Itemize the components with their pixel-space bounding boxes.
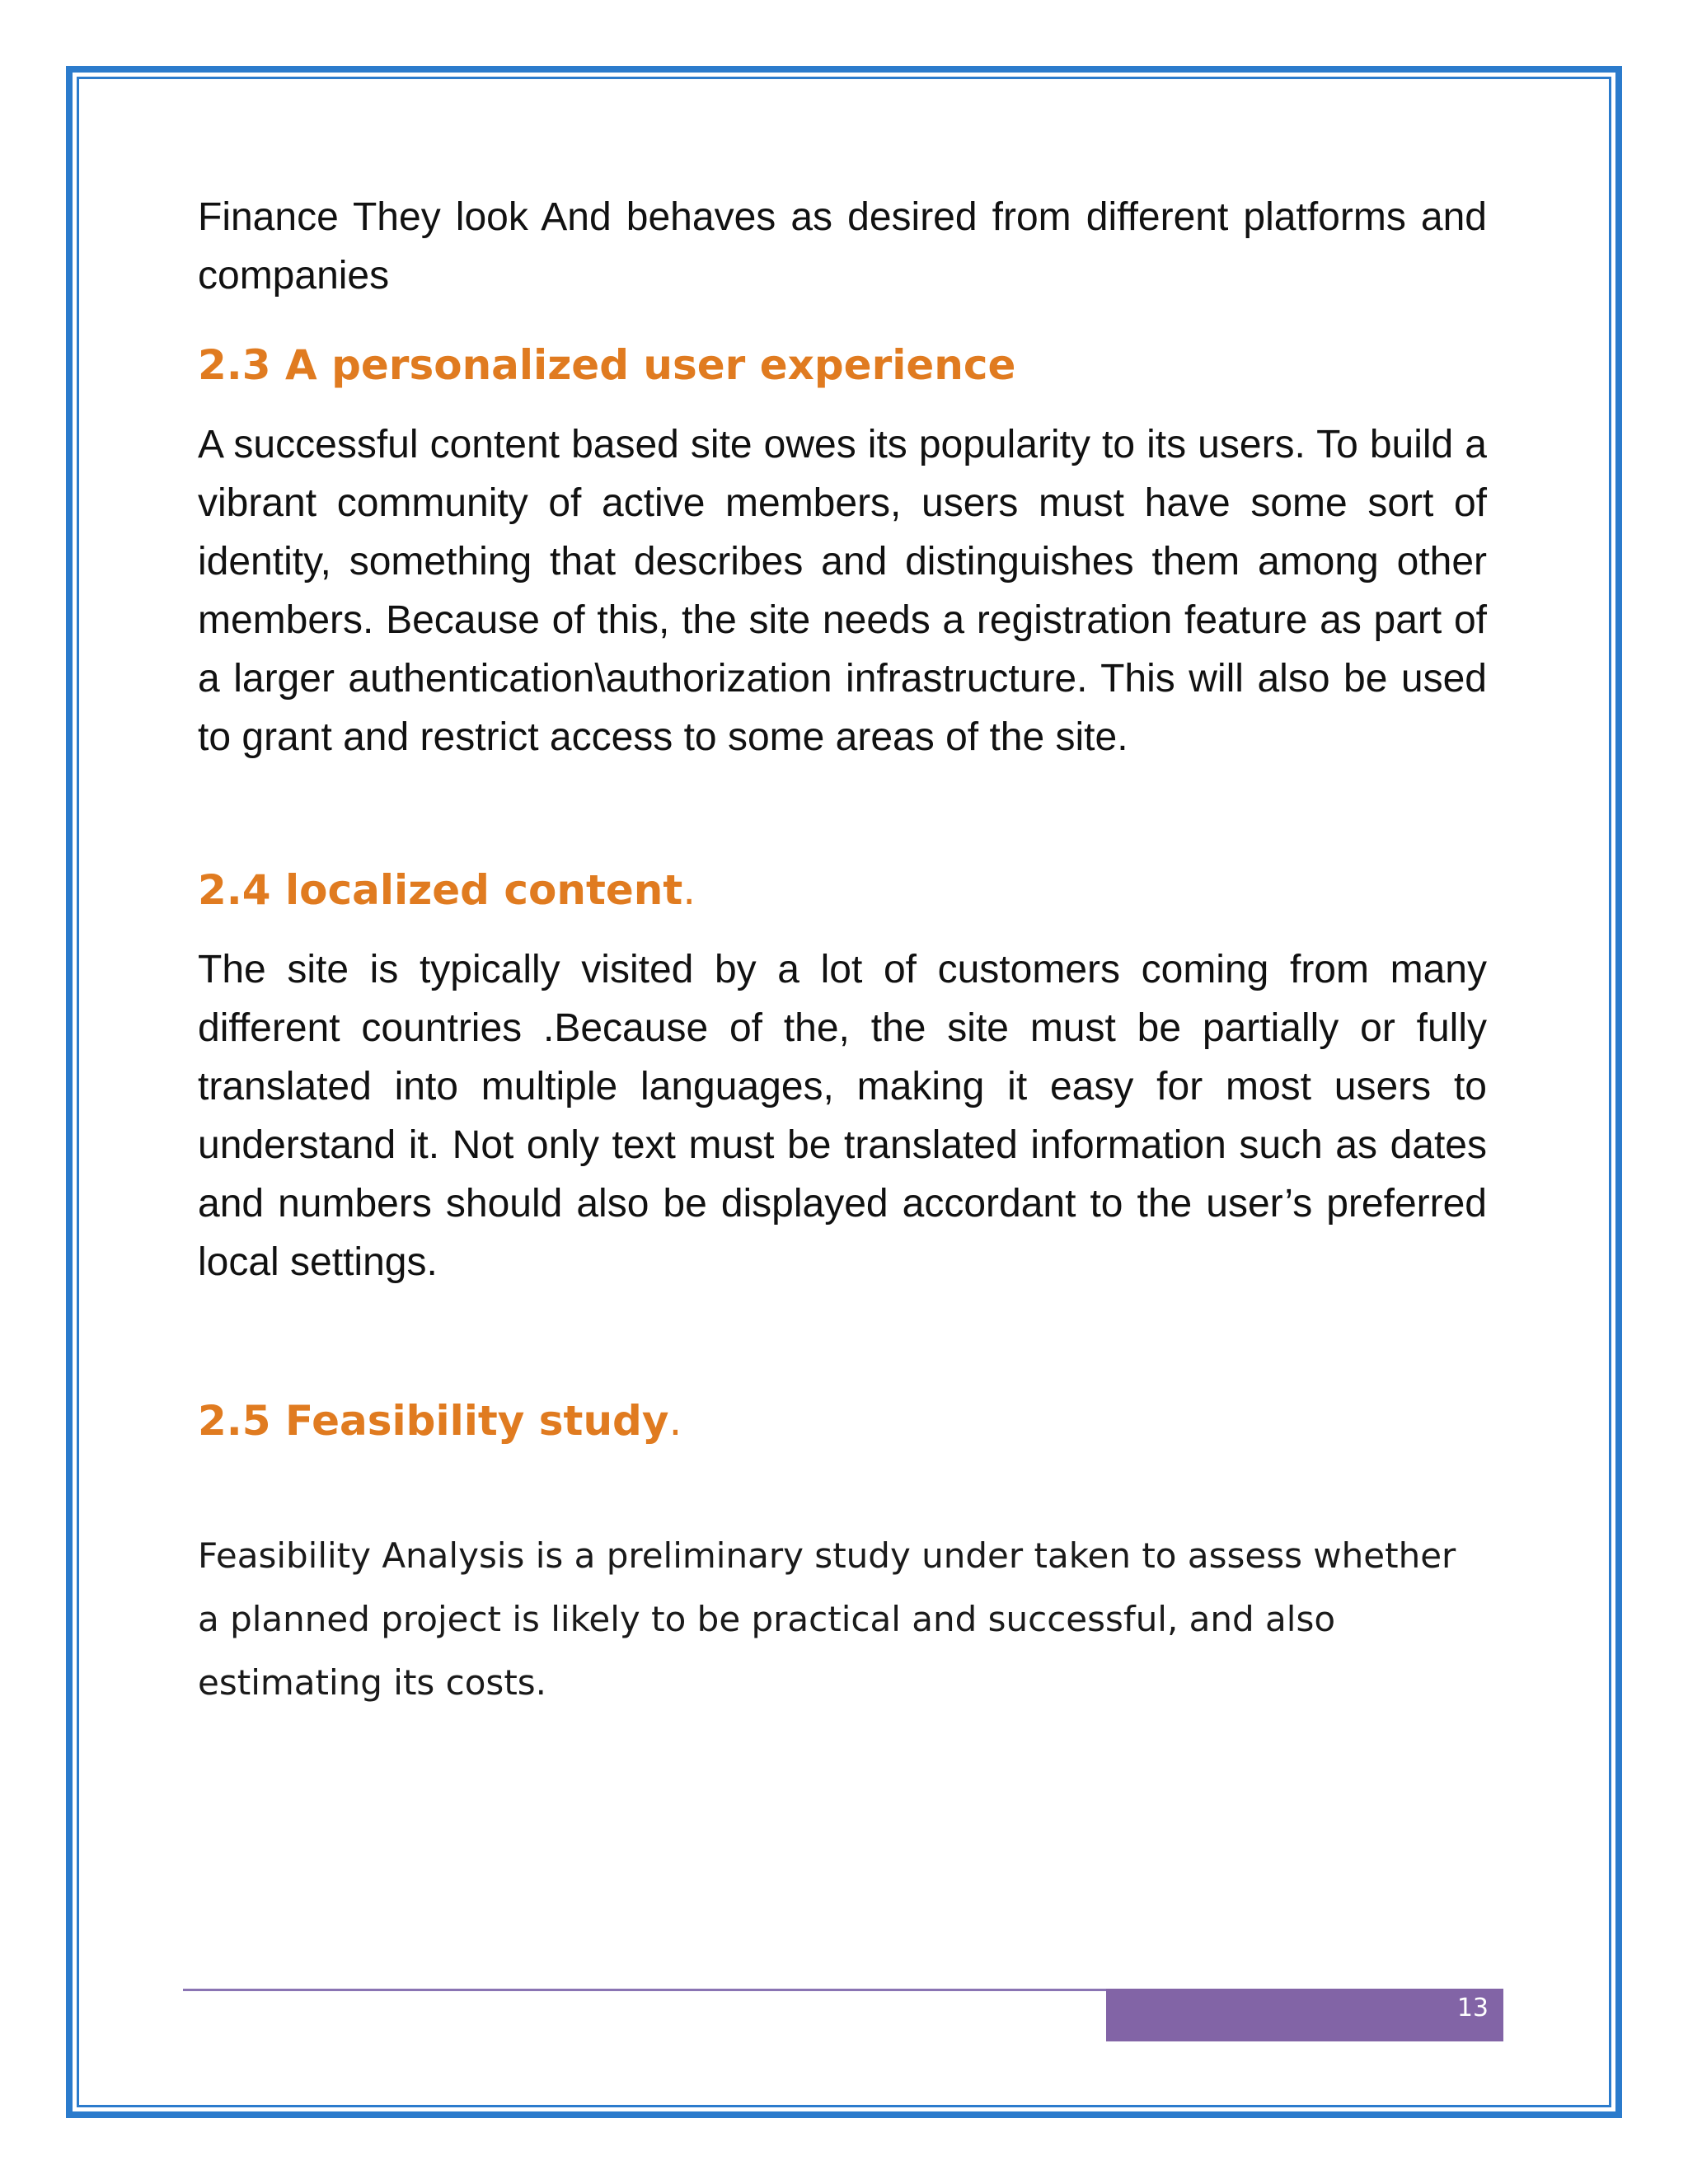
page-content	[198, 188, 1487, 1714]
section-heading-2-3	[198, 336, 1487, 394]
section-body-2-5: Feasibility Analysis is a preliminary study under taken to assess whether a planned project is likely to be practical and successful, and also estimating its costs.	[198, 1535, 1456, 1703]
footer-rule	[183, 1989, 1106, 1991]
section-heading-2-5	[198, 1392, 1487, 1450]
section-title-suffix: .	[668, 1397, 682, 1445]
section-title: A personalized user experience	[285, 341, 1016, 389]
section-number: 2.4	[198, 866, 271, 914]
section-heading-2-4	[198, 861, 1487, 919]
section-title: Feasibility study	[285, 1397, 669, 1445]
footer-page-box	[1106, 1989, 1503, 2041]
section-title-suffix: .	[682, 866, 696, 914]
page-number: 13	[1456, 1994, 1489, 2022]
intro-paragraph: Finance They look And behaves as desired from different platforms and companies	[198, 195, 1487, 298]
section-body-2-4: The site is typically visited by a lot of customers coming from many different countries .Because of the, the site must be partially or fully translated into multiple languages, making it easy for most users to understand it. Not only text must be translated information such as dates and numbers should also be displayed accordant to the user’s preferred local settings.	[198, 948, 1487, 1284]
section-number: 2.3	[198, 341, 271, 389]
section-title: localized content	[285, 866, 683, 914]
section-body-2-3: A successful content based site owes its popularity to its users. To build a vibrant community of active members, users must have some sort of identity, something that describes and distinguishes them among other members. Because of this, the site needs a registration feature as part of a larger authentication\authorization infrastructure. This will also be used to grant and restrict access to some areas of the site.	[198, 423, 1487, 759]
section-number: 2.5	[198, 1397, 271, 1445]
